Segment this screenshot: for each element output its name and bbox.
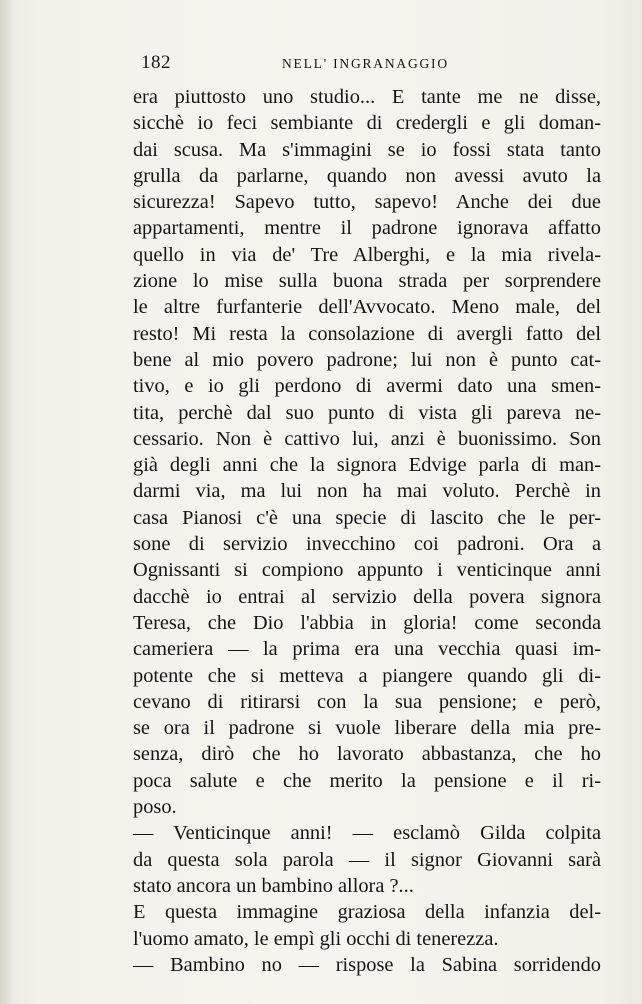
- text-line: l'uomo amato, le empì gli occhi di tenerezza.: [133, 927, 499, 950]
- text-line: cessario. Non è cattivo lui, anzi è buonissimo. Son: [133, 427, 601, 450]
- text-line: E questa immagine graziosa della infanzia del-: [133, 901, 601, 924]
- text-line: già degli anni che la signora Edvige parla di man-: [133, 454, 601, 477]
- text-line: poso.: [133, 796, 177, 819]
- text-line: stato ancora un bambino allora ?...: [133, 874, 414, 897]
- text-line: dacchè io entrai al servizio della povera signora: [133, 585, 601, 608]
- page-header: [141, 52, 471, 82]
- text-line: casa Pianosi c'è una specie di lascito che le per-: [133, 506, 601, 529]
- running-title: NELL' INGRANAGGIO: [282, 56, 449, 71]
- text-line: cevano di ritirarsi con la sua pensione; e però,: [133, 690, 601, 713]
- page-edge-shadow: [0, 0, 14, 1004]
- text-line: tivo, e io gli perdono di avermi dato una smen-: [133, 375, 601, 398]
- text-line: Ognissanti si compiono appunto i venticinque anni: [133, 559, 601, 582]
- text-line: se ora il padrone si vuole liberare della mia pre-: [133, 717, 601, 740]
- text-line: sone di servizio invecchino coi padroni. Ora a: [133, 533, 601, 556]
- text-line: da questa sola parola — il signor Giovanni sarà: [133, 848, 601, 871]
- text-line: appartamenti, mentre il padrone ignorava affatto: [133, 217, 601, 240]
- text-line: quello in via de' Tre Alberghi, e la mia rivela-: [133, 243, 601, 266]
- text-line: sicurezza! Sapevo tutto, sapevo! Anche dei due: [133, 191, 601, 214]
- text-line: senza, dirò che ho lavorato abbastanza, che ho: [133, 743, 601, 766]
- text-line: — Bambino no — rispose la Sabina sorridendo: [133, 953, 601, 976]
- text-line: tita, perchè dal suo punto di vista gli pareva ne-: [133, 401, 601, 424]
- text-line: dai scusa. Ma s'immagini se io fossi stata tanto: [133, 138, 601, 161]
- page-number: 182: [141, 52, 171, 73]
- text-line: grulla da parlarne, quando non avessi avuto la: [133, 164, 601, 187]
- text-line: sicchè io feci sembiante di credergli e gli doman-: [133, 112, 601, 135]
- text-line: cameriera — la prima era una vecchia quasi im-: [133, 638, 601, 661]
- text-line: era piuttosto uno studio... E tante me ne disse,: [133, 86, 601, 108]
- text-line: bene al mio povero padrone; lui non è punto cat-: [133, 348, 601, 371]
- text-line: — Venticinque anni! — esclamò Gilda colpita: [133, 822, 601, 845]
- text-line: Teresa, che Dio l'abbia in gloria! come seconda: [133, 611, 601, 634]
- text-line: resto! Mi resta la consolazione di avergli fatto del: [133, 322, 601, 345]
- body-text: [133, 84, 601, 978]
- text-line: darmi via, ma lui non ha mai voluto. Perchè in: [133, 480, 601, 503]
- text-line: poca salute e che merito la pensione e il ri-: [133, 769, 601, 792]
- text-line: zione lo mise sulla buona strada per sorprendere: [133, 270, 601, 293]
- text-line: potente che si metteva a piangere quando gli di-: [133, 664, 601, 687]
- text-line: le altre furfanterie dell'Avvocato. Meno male, del: [133, 296, 601, 319]
